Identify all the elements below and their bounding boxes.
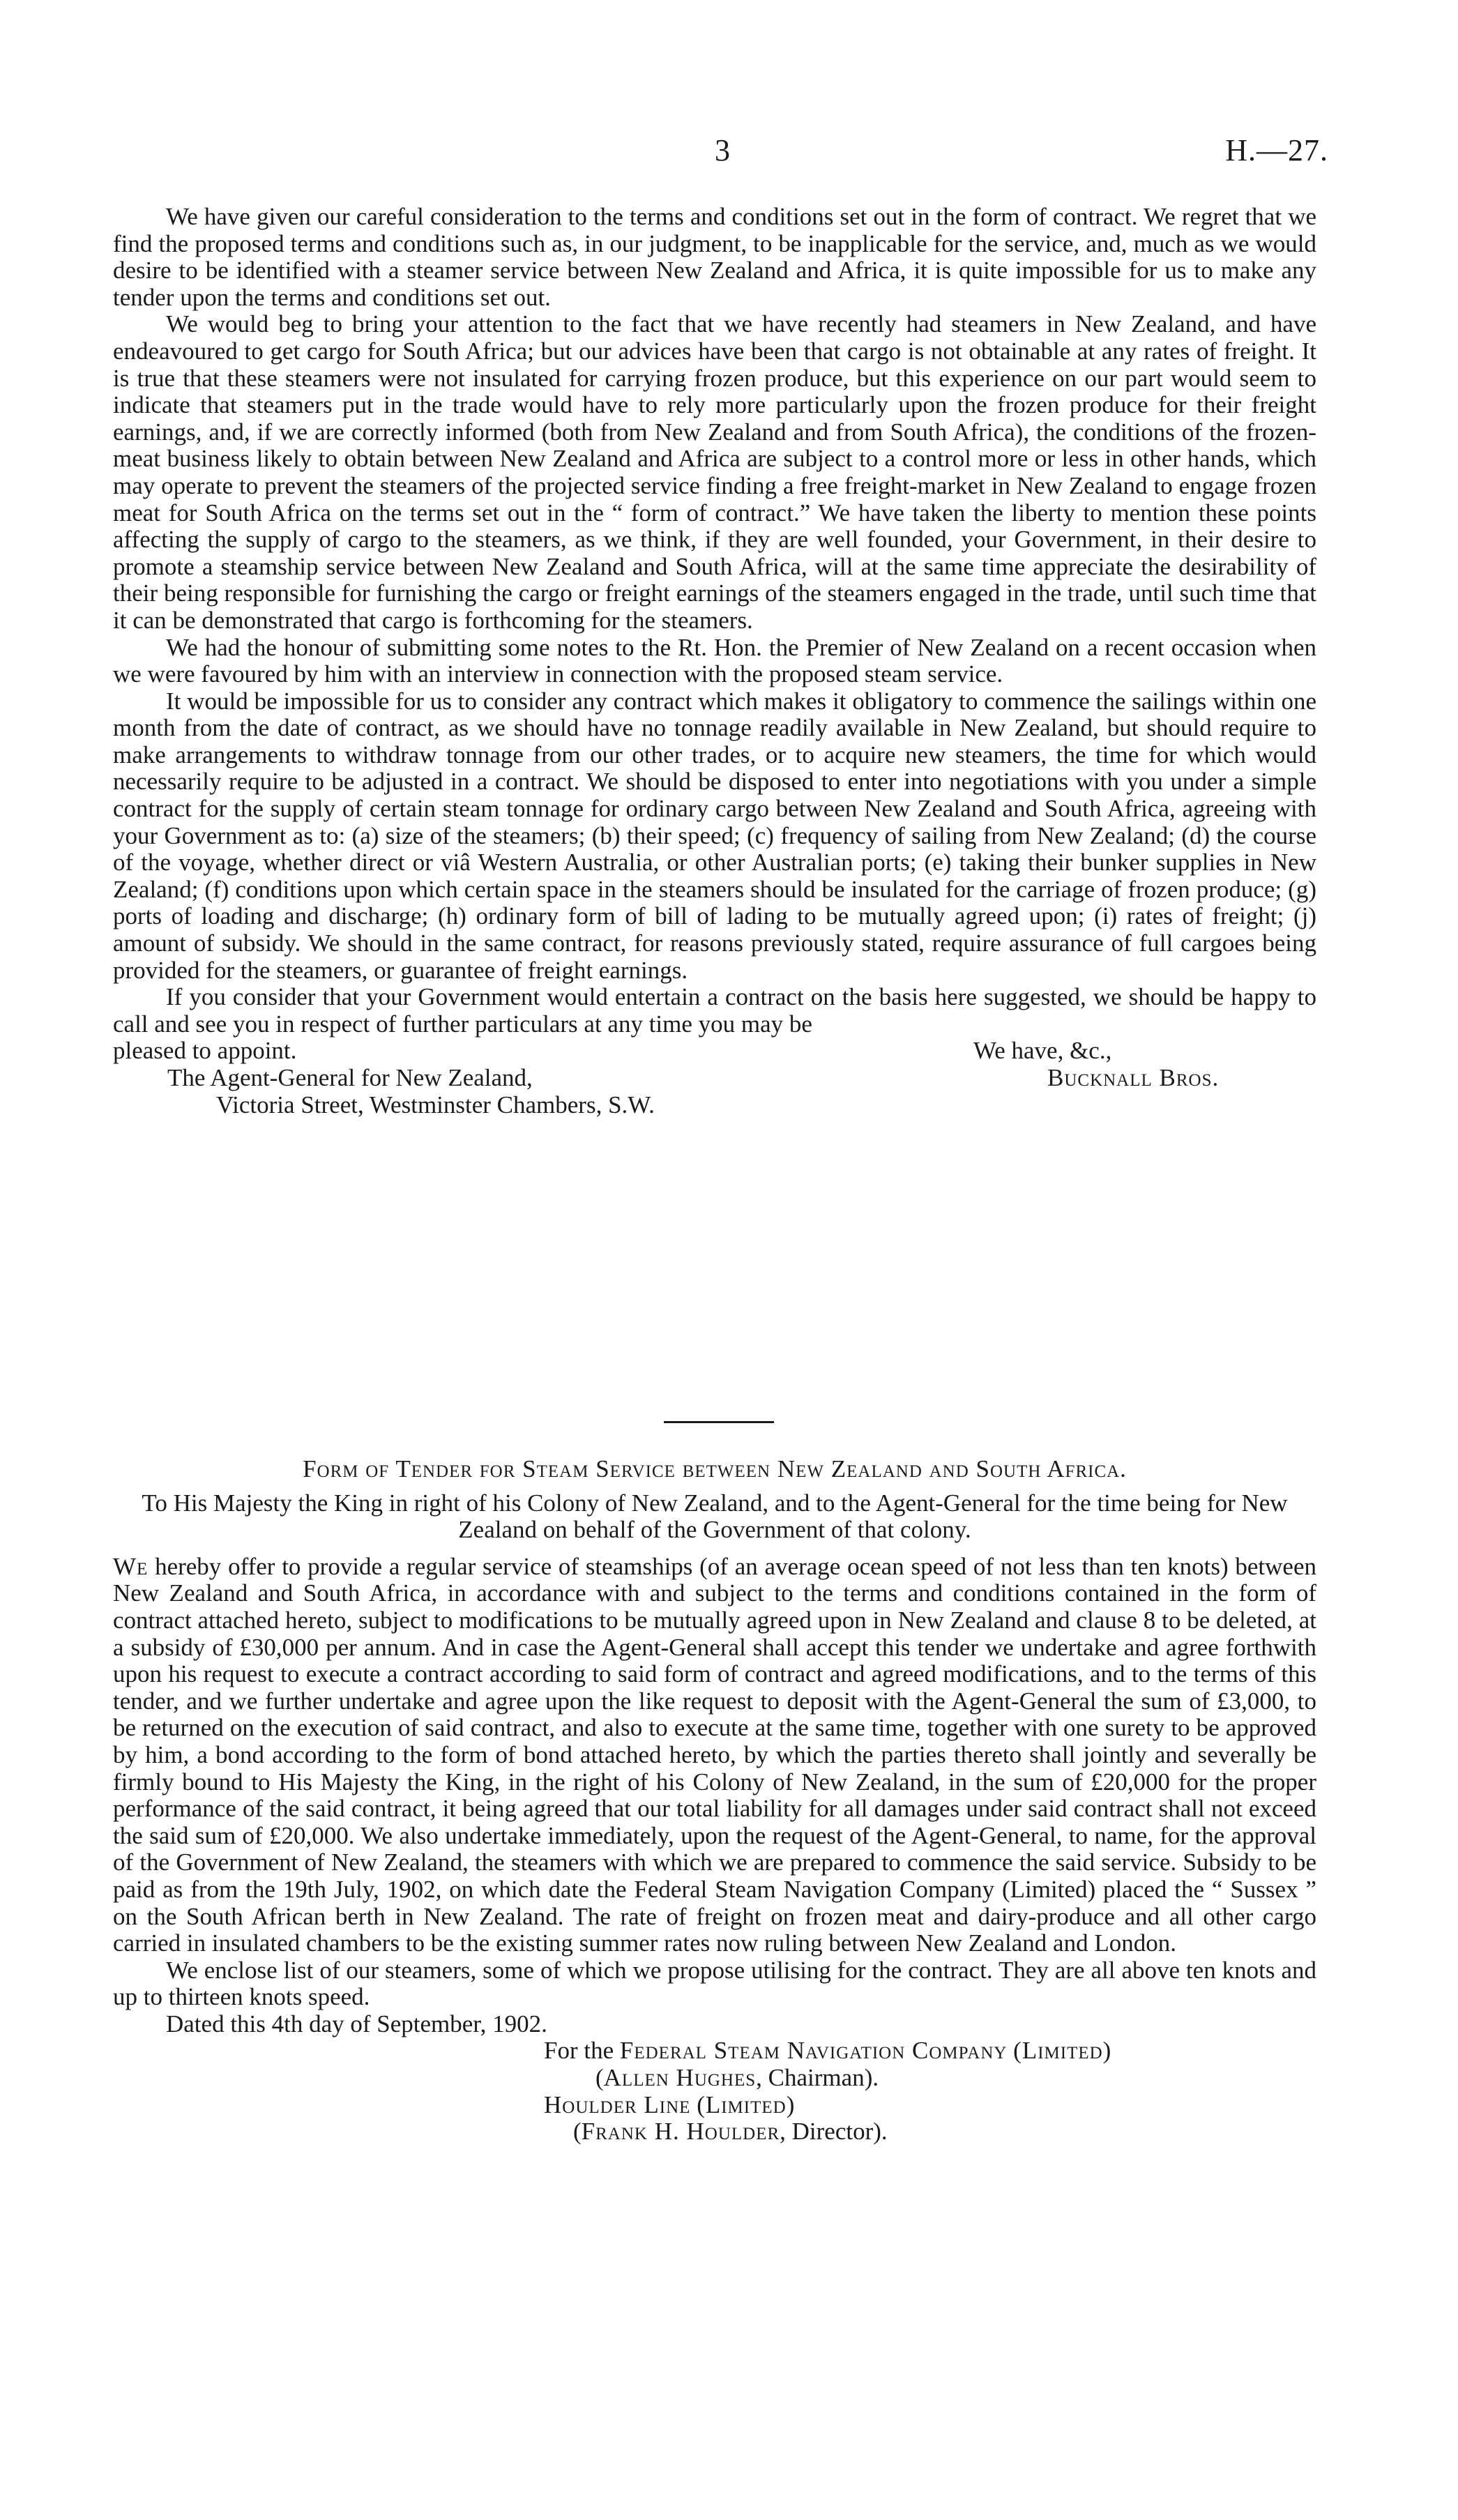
letter-paragraph: We had the honour of submitting some notes to the Rt. Hon. the Premier of New Zealand on a recent occasion when we were favoured by him with an interview in connection with the proposed steam service. [113,633,1316,688]
letter-address: Victoria Street, Westminster Chambers, S.W. [216,1091,655,1118]
signature-company-name: Houlder Line [544,2090,691,2118]
signature-company-suffix: (Limited) [697,2090,796,2118]
signature-houlder-company [113,2092,1316,2119]
letter-recipient-row [113,1065,1316,1092]
signature-person-name: Frank H. Houlder [581,2118,780,2146]
letter-closing-row [113,1038,1316,1065]
letter-paragraph: It would be impossible for us to consider any contract which makes it obligatory to commence the sailings within one month from the date of contract, as we should have no tonnage readily available in New Zealand, but should require to make arrangements to withdraw tonnage from our other trades, or to acquire new steamers, the time for which would necessarily require to be adjusted in a contract. We should be disposed to enter into negotiations with you under a simple contract for the supply of certain steam tonnage for ordinary cargo between New Zealand and South Africa, agreeing with your Government as to: (a) size of the steamers; (b) their speed; (c) frequency of sailing from New Zealand; (d) the course of the voyage, whether direct or viâ Western Australia, or other Australian ports; (e) taking their bunker supplies in New Zealand; (f) conditions upon which certain space in the steamers should be insulated for the carriage of frozen produce; (g) ports of loading and discharge; (h) ordinary form of bill of lading to be mutually agreed upon; (i) rates of freight; (j) amount of subsidy. We should in the same contract, for reasons previously stated, require assurance of full cargoes being provided for the steamers, or guarantee of freight earnings. [113,687,1316,984]
page-number: 3 [715,133,730,167]
letter-recipient: The Agent-General for New Zealand, [167,1064,533,1091]
tender-title: Form of Tender for Steam Service between New Zealand and South Africa. [303,1455,1127,1482]
page-header [0,132,1458,181]
letter-paragraph: If you consider that your Government would entertain a contract on the basis here suggested, we should be happy to call and see you in respect of further particulars at any time you may be [113,983,1316,1038]
signature-prefix: For the [544,2037,614,2065]
tender-body-lead: We [113,1552,149,1580]
letter-address-row [113,1092,1316,1119]
signature-company-suffix: (Limited) [1013,2037,1112,2065]
signature-person-name: Allen Hughes [603,2064,757,2092]
signature-person-role: , Director). [780,2118,888,2146]
signature-houlder-person: (Frank H. Houlder, Director). [573,2118,888,2146]
signature-federal-company [113,2037,1316,2065]
tender-body [113,1554,1316,1957]
signature-federal-person: (Allen Hughes, Chairman). [595,2064,879,2092]
signature-company-name: Federal Steam Navigation Company [619,2037,1008,2065]
letter-closing: We have, &c., [973,1037,1112,1065]
letter-signatory: Bucknall Bros. [1047,1064,1220,1091]
signature-person-role: , Chairman). [756,2064,879,2092]
section-divider [664,1421,774,1423]
document-reference: H.—27. [1225,133,1328,167]
letter-paragraph: We would beg to bring your attention to the fact that we have recently had steamers in New Zealand, and have endeavoured to get cargo for South Africa; but our advices have been that cargo is not obtainable at any rates of freight. It is true that these steamers were not insulated for carrying frozen produce, but this experience on our part would seem to indicate that steamers put in the trade would have to rely more particularly upon the frozen produce for their freight earnings, and, if we are correctly informed (both from New Zealand and from South Africa), the conditions of the frozen-meat business likely to obtain between New Zealand and Africa are subject to a control more or less in other hands, which may operate to prevent the steamers of the projected service finding a free freight-market in New Zealand to engage frozen meat for South Africa on the terms set out in the “ form of contract.” We have taken the liberty to mention these points affecting the supply of cargo to the steamers, as we think, if they are well founded, your Government, in their desire to promote a steamship service between New Zealand and South Africa, will at the same time appreciate the desirability of their being responsible for furnishing the cargo or freight earnings of the steamers engaged in the trade, until such time that it can be demonstrated that cargo is forthcoming for the steamers. [113,310,1316,634]
tender-section [113,1456,1316,2146]
letter-last-line: pleased to appoint. [113,1037,297,1065]
tender-body-text: hereby offer to provide a regular service of steamships (of an average ocean speed of not less than ten knots) between New Zealand and South Africa, in accordance with and subject to the terms and conditions contained in the form of contract attached hereto, subject to modifications to be mutually agreed upon in New Zealand and clause 8 to be deleted, at a subsidy of £30,000 per annum. And in case the Agent-General shall accept this tender we undertake and agree forthwith upon his request to execute a contract according to said form of contract and agreed modifications, and to the terms of this tender, and we further undertake and agree upon the like request to deposit with the Agent-General the sum of £3,000, to be returned on the execution of said contract, and also to execute at the same time, together with one surety to be approved by him, a bond according to the form of bond attached hereto, by which the parties thereto shall jointly and severally be firmly bound to His Majesty the King, in the right of his Colony of New Zealand, in the sum of £20,000 for the proper performance of the said contract, it being agreed that our total liability for all damages under said contract shall not exceed the said sum of £20,000. We also undertake immediately, upon the request of the Agent-General, to name, for the approval of the Government of New Zealand, the steamers with which we are prepared to commence the said service. Subsidy to be paid as from the 19th July, 1902, on which date the Federal Steam Navigation Company (Limited) placed the “ Sussex ” on the South African berth in New Zealand. The rate of freight on frozen meat and dairy-produce and all other cargo carried in insulated chambers to be the existing summer rates now ruling between New Zealand and London. [113,1552,1316,1957]
tender-enclosure: We enclose list of our steamers, some of which we propose utilising for the contract. They are all above ten knots and up to thirteen knots speed. [113,1956,1316,2011]
letter-section [113,204,1316,1118]
letter-paragraph: We have given our careful consideration to the terms and conditions set out in the form of contract. We regret that we find the proposed terms and conditions such as, in our judgment, to be inapplicable for the service, and, much as we would desire to be identified with a steamer service between New Zealand and Africa, it is quite impossible for us to make any tender upon the terms and conditions set out. [113,203,1316,311]
tender-address: To His Majesty the King in right of his Colony of New Zealand, and to the Agent-General for the time being for New Zealand on behalf of the Government of that colony. [142,1489,1288,1544]
tender-dated: Dated this 4th day of September, 1902. [166,2010,547,2037]
